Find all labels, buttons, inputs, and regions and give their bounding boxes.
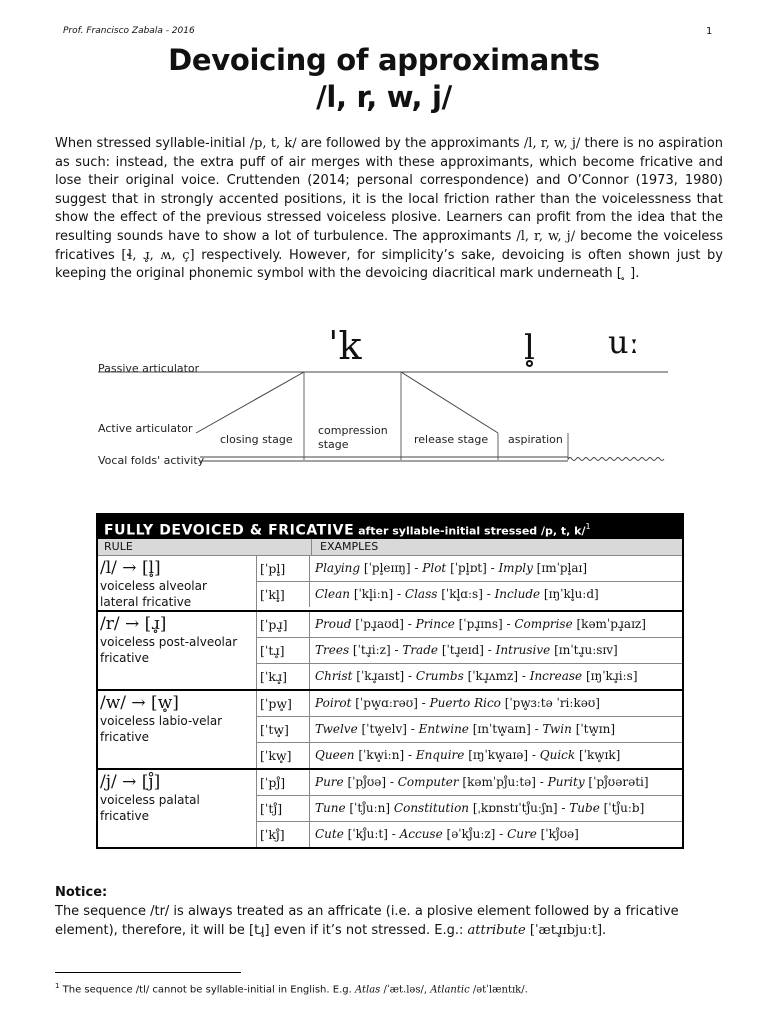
intro-approximants: /l, r, w, j/ <box>516 228 576 244</box>
rule-formula: /j/ → [j̊] <box>100 772 161 792</box>
example-transcription: [ˈtj̊uːn] <box>345 801 394 815</box>
example-transcription: [ɪŋˈkw̥aɪə] - <box>464 748 540 762</box>
example-word: Clean <box>315 587 351 601</box>
example-transcription: [ˈpj̊ʊə] - <box>343 775 398 789</box>
example-word: Tube <box>569 801 600 815</box>
rule-cell <box>98 770 257 847</box>
table-row <box>257 770 682 796</box>
example-transcription: [ˈkɹ̥ʌmz] - <box>463 669 530 683</box>
sequence-cell: [ˈtw̥] <box>257 717 310 742</box>
header-author: Prof. Francisco Zabala - 2016 <box>63 26 195 36</box>
notice-heading: Notice: <box>55 885 108 900</box>
example-word: Quick <box>539 748 576 762</box>
intro-text: there is no aspiration as such: instead, the extra puff of air merges with these approximants, which become fricative and lose their original voice. Cruttenden (2014; personal correspondence) and O’Connor (1973, 1980) suggest that in strongly accented positions, it is the local friction rather than the voicelessness that show the effect of the previous stressed voiceless plosive. Learners can profit from the idea that the resulting sounds have to show a lot of turbulence. The approximants <box>55 136 723 244</box>
example-word: Tune <box>315 801 346 815</box>
aspiration-label: aspiration <box>508 433 563 446</box>
rule-group <box>98 612 682 691</box>
table-column-headers <box>98 539 682 556</box>
sequence-cell: [ˈkl̥] <box>257 582 310 607</box>
notice-example-transcription: [ˈætɹ̥ɪbjuːt]. <box>525 923 607 938</box>
example-transcription: [ˈpw̥ɜːtə ˈriːkəʊ] <box>500 696 600 710</box>
intro-text: are followed by the approximants <box>296 136 524 151</box>
vocal-folds-label: Vocal folds' activity <box>98 454 205 467</box>
example-word: Crumbs <box>415 669 464 683</box>
example-transcription: [kəmˈpj̊uːtə] - <box>458 775 548 789</box>
example-word: Comprise <box>514 617 573 631</box>
rule-description: lateral fricative <box>100 595 192 609</box>
example-transcription: [ˈpw̥ɑːrəʊ] - <box>351 696 430 710</box>
rule-formula: /l/ → [l̥] <box>100 558 161 578</box>
example-transcription: [ˌkɒnstɪˈtj̊uːʃn] - <box>469 801 570 815</box>
rule-description: voiceless labio-velar <box>100 714 223 728</box>
examples-cell <box>310 796 644 821</box>
example-word: Prince <box>415 617 455 631</box>
example-transcription: [ˈkw̥ɪk] <box>575 748 621 762</box>
active-articulator-label: Active articulator <box>98 422 193 435</box>
sequence-cell: [ˈkj̊] <box>257 822 310 847</box>
rule-description: voiceless alveolar <box>100 579 207 593</box>
example-transcription: [ˈkl̥iːn] - <box>350 587 405 601</box>
intro-approximants: /l, r, w, j/ <box>523 136 581 151</box>
example-transcription: [ɪnˈtw̥aɪn] - <box>468 722 543 736</box>
intro-text: become the voiceless fricatives <box>55 228 723 263</box>
example-transcription: [ˈtw̥ɪn] <box>571 722 616 736</box>
example-transcription: [ˈpl̥eɪɪŋ] - <box>360 561 423 575</box>
sequence-cell: [ˈtj̊] <box>257 796 310 821</box>
example-transcription: [ˈtj̊uːb] <box>599 801 645 815</box>
rule-cell <box>98 556 257 610</box>
rule-group <box>98 556 682 612</box>
rule-formula: /w/ → [w̥] <box>100 693 179 713</box>
vocal-wave <box>568 458 664 461</box>
examples-cell <box>310 691 600 716</box>
table-row <box>257 638 682 664</box>
release-stage-label: release stage <box>414 433 489 446</box>
diagram-symbol-l: l̥ <box>524 328 535 368</box>
diagram-symbol-k: ˈk <box>328 324 362 368</box>
example-transcription: [ˈpɹ̥ɪns] - <box>454 617 515 631</box>
table-row <box>257 822 682 847</box>
example-transcription: [əˈkj̊uːz] - <box>442 827 508 841</box>
example-word: Christ <box>315 669 353 683</box>
example-word: Enquire <box>415 748 465 762</box>
example-transcription: [ˈpl̥ɒt] - <box>446 561 499 575</box>
example-transcription: [ɪnˈtɹ̥uːsɪv] <box>550 643 618 657</box>
example-word: Queen <box>315 748 355 762</box>
intro-text: When stressed syllable-initial <box>55 136 250 151</box>
table-heading-main: FULLY DEVOICED & FRICATIVE <box>104 522 355 539</box>
notice-example-word: attribute <box>467 923 526 938</box>
examples-cell <box>310 638 618 663</box>
example-word: Trees <box>315 643 350 657</box>
compression-stage-label-2: stage <box>318 438 349 451</box>
compression-stage-label-1: compression <box>318 424 388 437</box>
examples-cell <box>310 582 599 607</box>
table-heading <box>98 515 682 539</box>
example-transcription: [ɪmˈpl̥aɪ] <box>532 561 588 575</box>
col-examples-header: EXAMPLES <box>320 540 379 553</box>
example-word: Accuse <box>399 827 443 841</box>
table-row <box>257 796 682 822</box>
example-transcription: [ˈkj̊ʊə] <box>536 827 579 841</box>
title-line-2: /l, r, w, j/ <box>316 80 452 114</box>
footnote-word: Atlas <box>354 984 381 996</box>
table-row <box>257 556 682 582</box>
rule-cell <box>98 691 257 768</box>
rule-description: fricative <box>100 730 149 744</box>
sequence-cell: [ˈpw̥] <box>257 691 310 716</box>
intro-fricatives: [ɬ, ɹ̥, ʍ, ç] <box>121 247 195 263</box>
rule-formula: /r/ → [ɹ̥] <box>100 614 167 634</box>
examples-cell <box>310 664 638 689</box>
example-word: Class <box>404 587 438 601</box>
example-word: Purity <box>547 775 585 789</box>
table-heading-sub: after syllable-initial stressed /p, t, k/ <box>354 524 586 538</box>
table-row <box>257 664 682 689</box>
rule-description: fricative <box>100 651 149 665</box>
examples-cell <box>310 556 587 581</box>
sequence-cell: [ˈpl̥] <box>257 556 310 581</box>
example-transcription: [ˈtɹ̥eɪd] - <box>438 643 496 657</box>
examples-cell <box>310 612 646 637</box>
sequence-cell: [ˈpj̊] <box>257 770 310 795</box>
example-word: Increase <box>529 669 583 683</box>
intro-paragraph <box>55 135 723 284</box>
rule-cell <box>98 612 257 689</box>
example-word: Cure <box>507 827 537 841</box>
footnote-ref: 1 <box>585 522 591 531</box>
sequence-cell: [ˈtɹ̥] <box>257 638 310 663</box>
rule-description: voiceless post-alveolar <box>100 635 238 649</box>
example-word: Include <box>494 587 541 601</box>
rule-description: fricative <box>100 809 149 823</box>
example-transcription: [ˈpɹ̥aʊd] - <box>351 617 416 631</box>
example-word: Cute <box>315 827 344 841</box>
notice-text: The sequence /tr/ is always treated as an affricate (i.e. a plosive element followed by a fricative element), therefore, it will be [tɹ̥] even if it’s not stressed. E.g.: <box>55 904 679 938</box>
examples-cell <box>310 743 620 768</box>
intro-text: respectively. However, for simplicity’s sake, devoicing is often shown just by keeping the original phonemic symbol with the devoicing diacritical mark underneath [ ̥ ]. <box>55 247 723 282</box>
example-transcription: [kəmˈpɹ̥aɪz] <box>572 617 646 631</box>
rule-description: voiceless palatal <box>100 793 200 807</box>
table-row <box>257 743 682 768</box>
page-title <box>0 42 768 116</box>
footnote-transcription: /ˈæt.ləs/, <box>380 984 431 996</box>
col-rule-header: RULE <box>98 539 312 555</box>
example-word: Puerto Rico <box>429 696 501 710</box>
example-word: Constitution <box>393 801 470 815</box>
example-transcription: [ˈpj̊ʊərəti] <box>584 775 649 789</box>
footnote <box>55 982 528 995</box>
footnote-divider <box>55 972 241 973</box>
example-word: Pure <box>315 775 344 789</box>
sequence-cell: [ˈpɹ̥] <box>257 612 310 637</box>
example-transcription: [ɪŋˈkɹ̥iːs] <box>582 669 638 683</box>
table-row <box>257 582 682 607</box>
footnote-text: The sequence /tl/ cannot be syllable-initial in English. E.g. <box>59 984 355 996</box>
rule-group <box>98 770 682 847</box>
example-transcription: [ˈtɹ̥iːz] - <box>349 643 403 657</box>
example-word: Proud <box>315 617 352 631</box>
example-word: Entwine <box>418 722 469 736</box>
table-row <box>257 612 682 638</box>
example-transcription: [ˈkl̥ɑːs] - <box>437 587 495 601</box>
footnote-word: Atlantic <box>430 984 470 996</box>
example-word: Computer <box>397 775 459 789</box>
example-word: Intrusive <box>495 643 551 657</box>
examples-cell <box>310 717 615 742</box>
example-word: Trade <box>402 643 438 657</box>
table-body <box>98 556 682 847</box>
example-transcription: [ˈkj̊uːt] - <box>343 827 400 841</box>
passive-articulator-label: Passive articulator <box>98 362 200 375</box>
example-word: Twelve <box>315 722 358 736</box>
footnote-transcription: /ətˈlæntɪk/. <box>469 984 528 996</box>
examples-cell <box>310 822 579 847</box>
example-word: Plot <box>422 561 447 575</box>
sequence-cell: [ˈkɹ̥] <box>257 664 310 689</box>
notice-section <box>55 883 723 940</box>
table-row <box>257 691 682 717</box>
example-transcription: [ɪŋˈkl̥uːd] <box>540 587 599 601</box>
closing-stage-label: closing stage <box>220 433 293 446</box>
example-transcription: [ˈtw̥elv] - <box>357 722 419 736</box>
example-transcription: [ˈkw̥iːn] - <box>354 748 416 762</box>
rule-group <box>98 691 682 770</box>
sequence-cell: [ˈkw̥] <box>257 743 310 768</box>
diagram-symbol-u: uː <box>608 323 640 361</box>
intro-plosives: /p, t, k/ <box>249 136 297 151</box>
example-word: Poirot <box>315 696 352 710</box>
example-word: Imply <box>498 561 533 575</box>
example-word: Playing <box>315 561 361 575</box>
example-word: Twin <box>542 722 572 736</box>
example-transcription: [ˈkɹ̥aɪst] - <box>352 669 416 683</box>
devoicing-table <box>96 513 684 849</box>
footnote-number: 1 <box>55 982 60 990</box>
table-row <box>257 717 682 743</box>
articulation-diagram <box>96 315 676 475</box>
page-number: 1 <box>706 26 713 37</box>
examples-cell <box>310 770 649 795</box>
title-line-1: Devoicing of approximants <box>168 43 600 77</box>
